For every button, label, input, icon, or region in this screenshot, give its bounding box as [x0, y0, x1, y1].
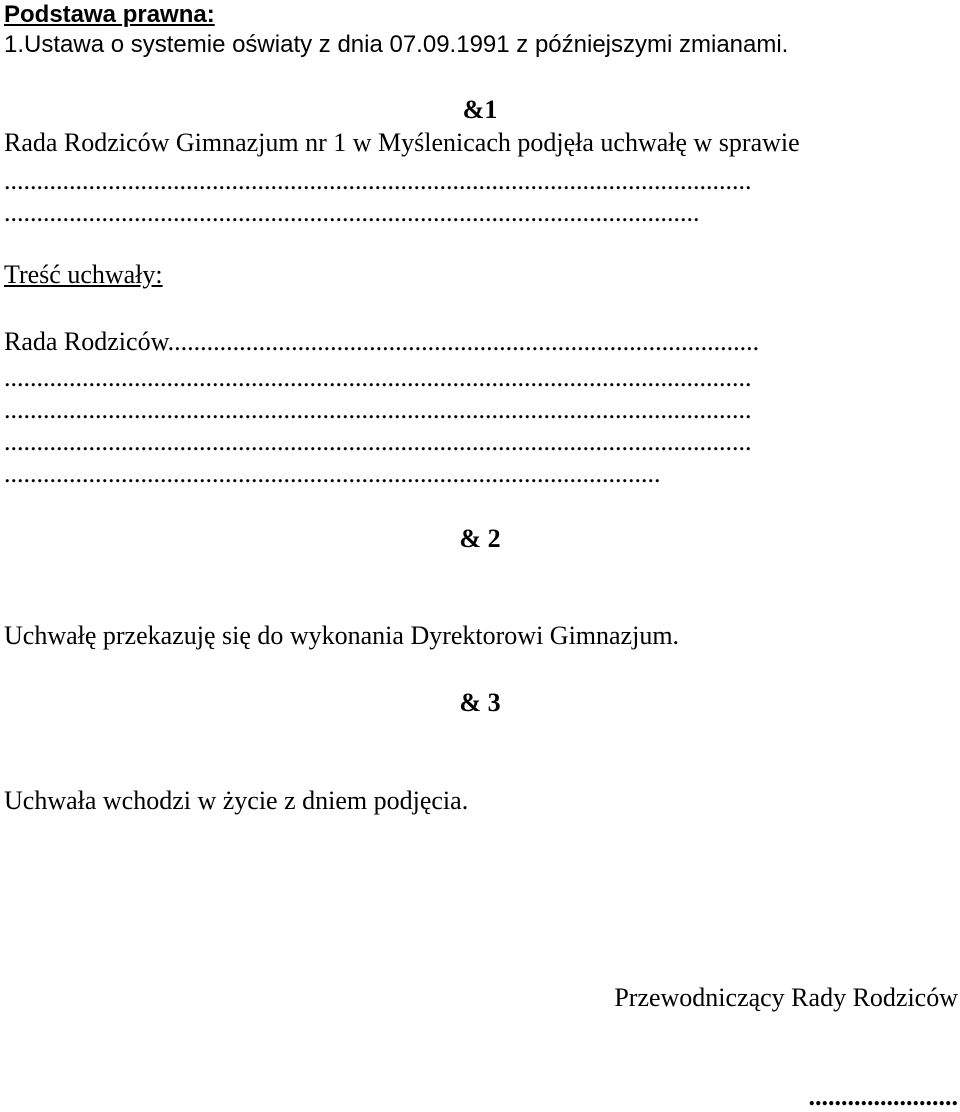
- content-dots-line: ...................................................................................................................: [4, 363, 752, 392]
- section-3-marker: & 3: [459, 688, 501, 717]
- content-label: Treść uchwały:: [4, 260, 163, 289]
- section-2-marker: & 2: [459, 524, 501, 553]
- legal-basis-heading: Podstawa prawna:: [4, 1, 215, 28]
- section-2-text: Uchwałę przekazuję się do wykonania Dyrektorowi Gimnazjum.: [4, 621, 680, 650]
- signature-title: Przewodniczący Rady Rodziców: [614, 983, 958, 1012]
- content-lead: Rada Rodziców...........................................................................................: [4, 327, 760, 356]
- section-1-marker: &1: [462, 95, 498, 124]
- content-dots-line: ...................................................................................................................: [4, 395, 752, 424]
- section-1-text: Rada Rodziców Gimnazjum nr 1 w Myślenicach podjęła uchwałę w sprawie: [4, 128, 800, 157]
- section-1-dots-line: ...................................................................................................................: [4, 166, 752, 195]
- section-3-text: Uchwała wchodzi w życie z dniem podjęcia.: [4, 786, 469, 815]
- legal-basis-item: 1.Ustawa o systemie oświaty z dnia 07.09.1991 z późniejszymi zmianami.: [4, 31, 789, 58]
- section-1-dots-line: ...........................................................................................................: [4, 198, 700, 227]
- content-dots-line: ...................................................................................................................: [4, 427, 752, 456]
- signature-dots: .......................: [808, 1082, 958, 1111]
- content-dots-line: .....................................................................................................: [4, 459, 661, 488]
